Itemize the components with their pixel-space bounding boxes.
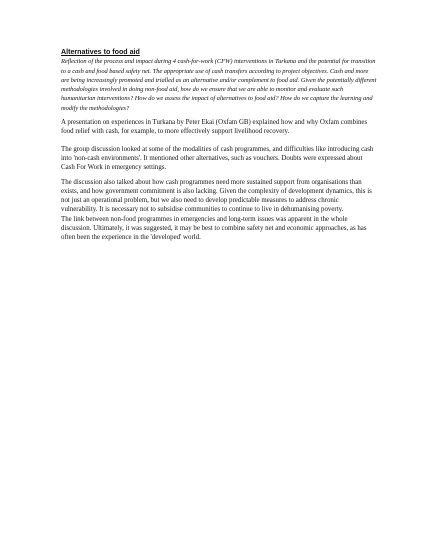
body-paragraph-conclusion: The link between non-food programmes in emergencies and long-term issues was apparent in the whole discussion. Ultimately, it was suggested, it may be best to combine safety net and economic approaches, as has often been the experience in the 'developed' world. [61,215,367,242]
body-paragraph-group-discussion: The group discussion looked at some of the modalities of cash programmes, and difficulties like introducing cash into 'non-cash environments'. It mentioned other alternatives, such as vouchers. Doubts were expressed about Cash For Work in emergency settings. [61,145,374,172]
intro-paragraph: Reflection of the process and impact during 4 cash-for-work (CFW) interventions in Turkana and the potential for transition to a cash and food based safety net. The appropriate use of cash transfers according to project objectives. Cash and more are being increasingly promoted and trialled as an alternative and/or complement to food aid. Given the potentially different methodologies involved in doing non-food aid, how do we ensure that we are able to monitor and evaluate such humanitarian interventions? How do we assess the impact of alternatives to food aid? How do we capture the learning and modify the methodologies? [61,58,377,112]
document-page [61,48,377,243]
section-heading: Alternatives to food aid [61,48,140,56]
body-paragraph-presentation: A presentation on experiences in Turkana by Peter Ekai (Oxfam GB) explained how and why Oxfam combines food relief with cash, for example, to more effectively support livelihood recovery. [61,119,368,136]
body-paragraph-support-commitment: The discussion also talked about how cash programmes need more sustained support from organisations than exists, and how government commitment is also lacking. Given the complexity of development dynamics, this is not just an operational problem, but we also need to develop predictable measures to address chronic vulnerability. It is necessary not to subsidise communities to continue to live in dehumanising poverty. [61,178,372,214]
